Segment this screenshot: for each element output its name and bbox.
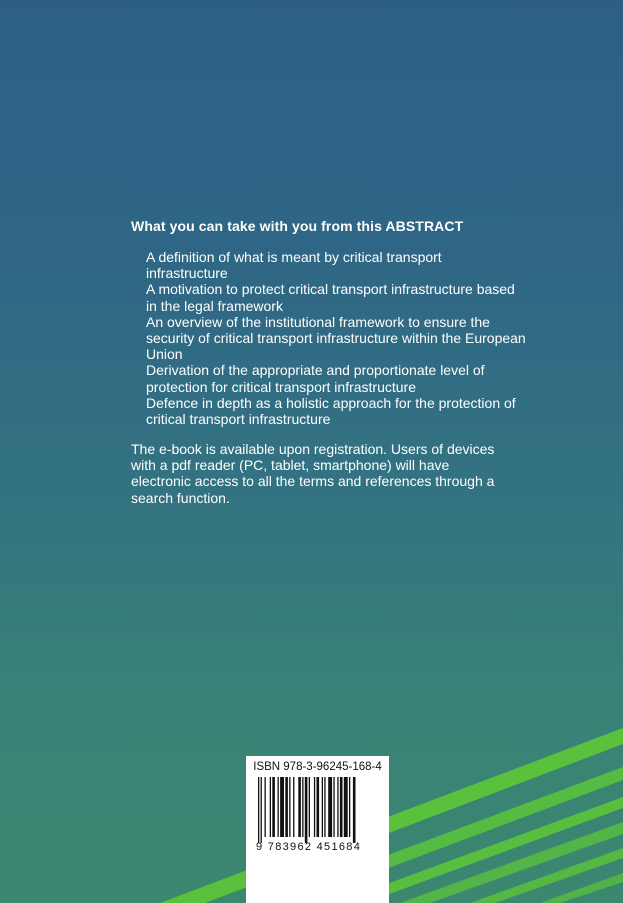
barcode-bar — [317, 777, 320, 837]
barcode-bar — [353, 777, 356, 843]
ebook-availability-note: The e-book is available upon registration. Users of devices with a pdf reader (PC, tablet, smartphone) will have electronic access to all the terms and references through a search function. — [131, 441, 495, 506]
barcode-bar — [289, 777, 290, 837]
takeaway-list — [146, 249, 526, 427]
barcode-bar — [261, 777, 262, 843]
list-item: A definition of what is meant by critical transport infrastructure — [146, 249, 442, 282]
barcode-icon — [258, 777, 377, 843]
barcode-bar — [272, 777, 275, 837]
barcode-bar — [280, 777, 284, 837]
isbn-barcode-box — [246, 756, 389, 903]
barcode-bar — [349, 777, 350, 837]
barcode-bar — [309, 777, 310, 837]
list-item: A motivation to protect critical transport infrastructure based in the legal framework — [146, 281, 515, 314]
barcode-bar — [305, 777, 308, 843]
isbn-label: ISBN 978-3-96245-168-4 — [253, 761, 382, 773]
barcode-bar — [340, 777, 343, 837]
barcode-bar — [265, 777, 266, 837]
barcode-bar — [322, 777, 323, 837]
barcode-bar — [324, 777, 325, 837]
list-item: An overview of the institutional framework to ensure the security of critical transport infrastructure within the European Union — [146, 313, 526, 363]
barcode-bar — [328, 777, 332, 837]
list-item: Derivation of the appropriate and proportionate level of protection for critical transport infrastructure — [146, 362, 485, 395]
barcode-bar — [337, 777, 338, 837]
barcode-bar — [333, 777, 334, 837]
barcode-bar — [302, 777, 303, 837]
barcode-bar — [285, 777, 288, 837]
barcode-bar — [278, 777, 279, 837]
barcode-bar — [293, 777, 294, 837]
barcode-bar — [298, 777, 301, 837]
barcode-bar — [344, 777, 348, 837]
barcode-bar — [270, 777, 271, 837]
list-item: Defence in depth as a holistic approach for the protection of critical transport infrastructure — [146, 394, 516, 428]
barcode-digits: 9 783962 451684 — [256, 841, 362, 853]
barcode-bar — [258, 777, 259, 843]
abstract-heading: What you can take with you from this ABSTRACT — [131, 218, 464, 234]
barcode-bar — [314, 777, 315, 837]
